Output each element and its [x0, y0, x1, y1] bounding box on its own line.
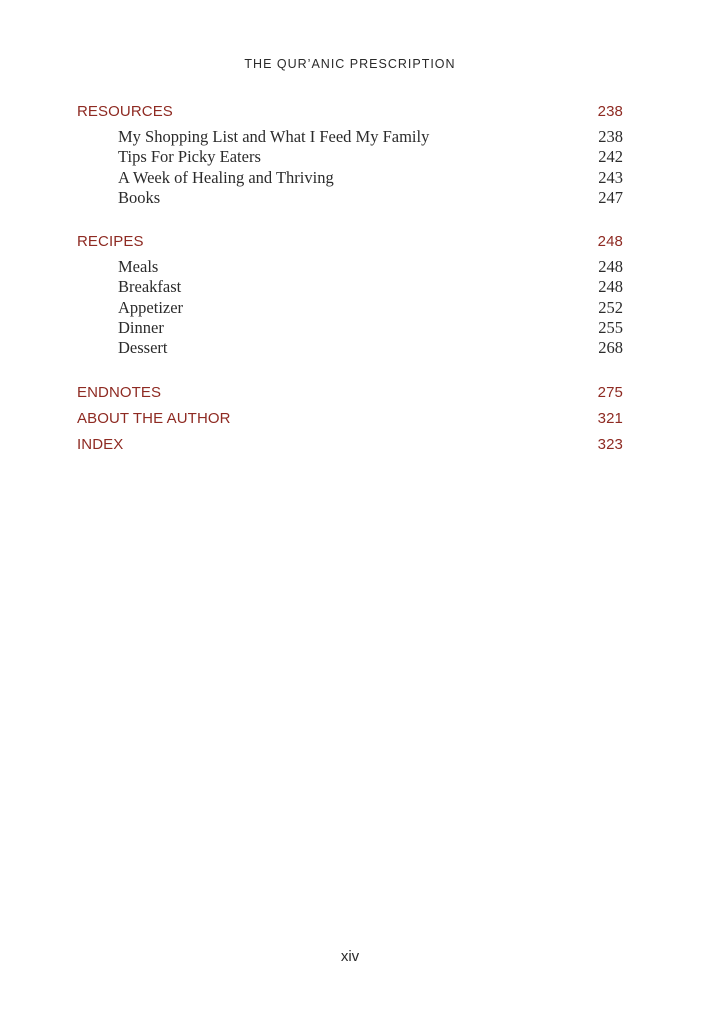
section-title: INDEX	[77, 435, 124, 453]
section-spacer	[77, 208, 623, 231]
section-page-number: 238	[597, 103, 623, 120]
table-of-contents	[77, 101, 623, 460]
toc-entries-resources	[77, 127, 623, 208]
toc-entry-title: Appetizer	[118, 297, 184, 317]
toc-entry-title: Tips For Picky Eaters	[118, 147, 261, 167]
running-head: THE QUR’ANIC PRESCRIPTION	[244, 57, 456, 71]
toc-entry[interactable]	[77, 188, 623, 208]
toc-entry-page-number: 243	[598, 167, 623, 187]
toc-entry-title: Meals	[118, 257, 159, 277]
toc-entry[interactable]	[77, 277, 623, 297]
toc-entry-page-number: 247	[598, 187, 623, 207]
toc-entry[interactable]	[77, 147, 623, 167]
toc-entries-recipes	[77, 257, 623, 358]
toc-section-endnotes[interactable]	[77, 382, 623, 408]
section-title: ENDNOTES	[77, 383, 162, 401]
section-page-number: 321	[597, 409, 623, 427]
toc-entry-page-number: 248	[598, 277, 623, 297]
toc-entry-page-number: 252	[598, 297, 623, 317]
section-title: RECIPES	[77, 233, 144, 251]
toc-entry-title: Dinner	[118, 318, 164, 338]
toc-entry-page-number: 238	[598, 127, 623, 146]
page-number: xiv	[340, 948, 360, 965]
toc-entry-title: My Shopping List and What I Feed My Family	[118, 127, 430, 146]
toc-entry-page-number: 242	[598, 147, 623, 167]
toc-entry-title: Breakfast	[118, 277, 182, 297]
toc-section-index[interactable]	[77, 434, 623, 460]
toc-entry-page-number: 248	[598, 257, 623, 277]
toc-entry[interactable]	[77, 338, 623, 358]
toc-entry-page-number: 268	[598, 338, 623, 358]
toc-entry-title: Dessert	[118, 338, 168, 358]
section-title: RESOURCES	[77, 103, 173, 120]
toc-entry-title: Books	[118, 187, 161, 207]
toc-section-recipes[interactable]	[77, 231, 623, 257]
section-page-number: 323	[597, 435, 623, 453]
toc-entry[interactable]	[77, 257, 623, 277]
toc-entry[interactable]	[77, 127, 623, 147]
section-page-number: 275	[597, 383, 623, 401]
toc-section-resources[interactable]	[77, 101, 623, 127]
section-spacer	[77, 359, 623, 382]
toc-entry-title: A Week of Healing and Thriving	[118, 167, 334, 187]
toc-entry[interactable]	[77, 168, 623, 188]
section-page-number: 248	[597, 233, 623, 251]
toc-entry[interactable]	[77, 298, 623, 318]
section-title: ABOUT THE AUTHOR	[77, 409, 231, 427]
toc-section-about-the-author[interactable]	[77, 408, 623, 434]
toc-entry[interactable]	[77, 318, 623, 338]
toc-entry-page-number: 255	[598, 318, 623, 338]
